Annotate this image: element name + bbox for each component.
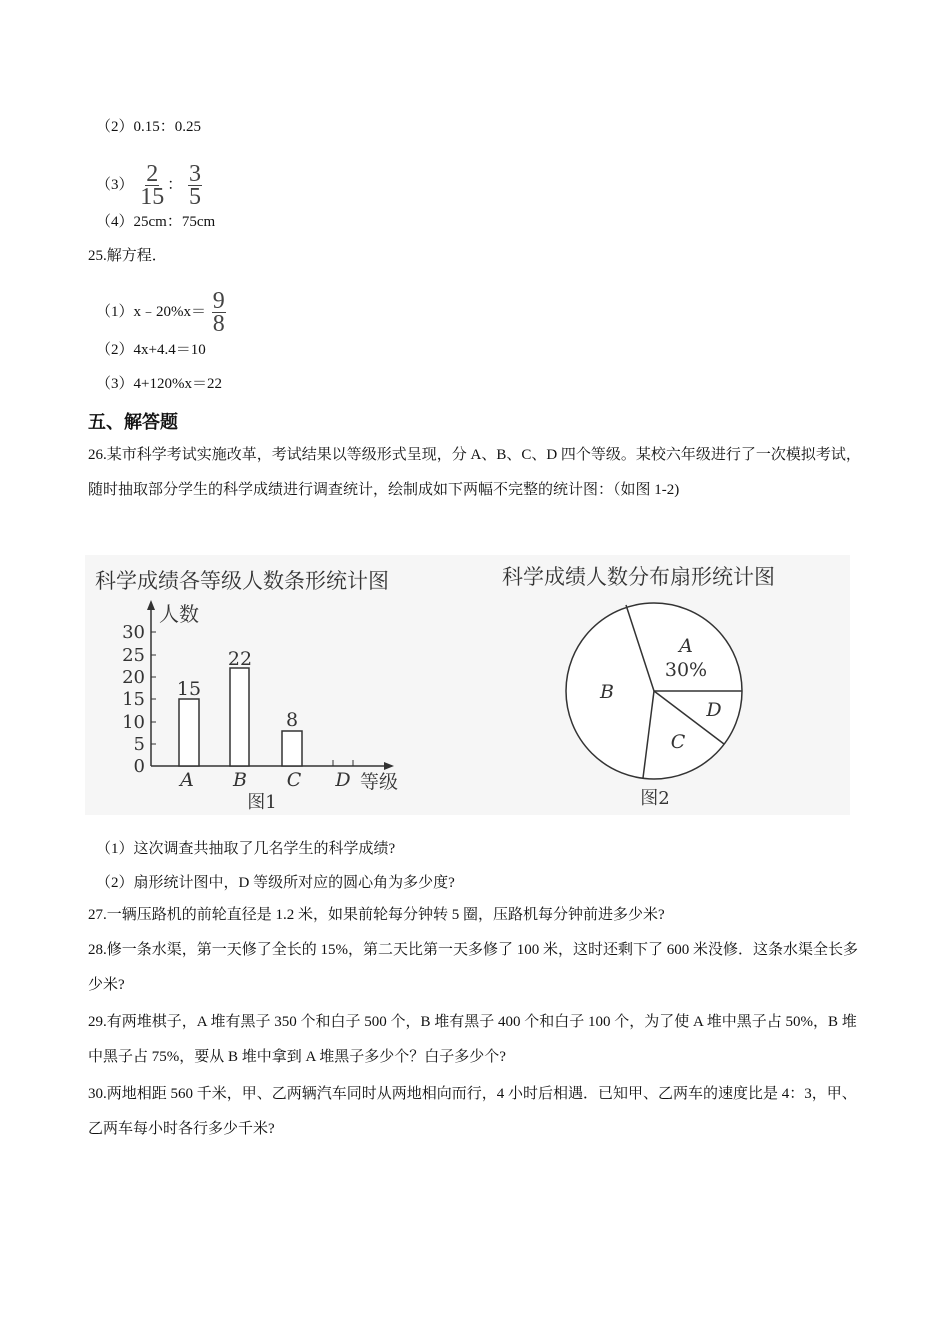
pie-label-b: B bbox=[600, 681, 614, 703]
svg-text:30: 30 bbox=[122, 622, 145, 643]
svg-text:15: 15 bbox=[122, 689, 145, 710]
x-axis-label: 等级 bbox=[360, 771, 399, 793]
x-tick-b: B bbox=[233, 769, 247, 791]
q25-title: 25.解方程． bbox=[88, 248, 167, 264]
x-tick-a: A bbox=[180, 769, 194, 791]
svg-text:0: 0 bbox=[133, 756, 145, 777]
equation: x﹣20%x＝ bbox=[133, 303, 207, 320]
pie-label-a: A bbox=[679, 635, 693, 657]
bar-chart-title: 科学成绩各等级人数条形统计图 bbox=[95, 569, 389, 593]
equation: 4+120%x＝22 bbox=[133, 376, 222, 392]
svg-text:25: 25 bbox=[122, 645, 145, 666]
y-axis-label: 人数 bbox=[159, 602, 199, 626]
x-axis-arrow-icon bbox=[384, 762, 394, 770]
fraction-3-5: $\frac{3}{5}$ bbox=[189, 161, 202, 210]
part-label: （1） bbox=[96, 303, 134, 320]
x-tick-d: D bbox=[335, 769, 351, 791]
q28-text: 28.修一条水渠，第一天修了全长的 15%，第二天比第一天多修了 100 米，这时还剩下了 600 米没修．这条水渠全长多少米? bbox=[88, 942, 858, 993]
bar-c bbox=[282, 731, 302, 766]
q30-text: 30.两地相距 560 千米，甲、乙两辆汽车同时从两地相向而行，4 小时后相遇．已知甲、乙两车的速度比是 4：3，甲、乙两车每小时各行多少千米? bbox=[88, 1086, 857, 1137]
bar-a bbox=[179, 699, 199, 766]
y-axis-arrow-icon bbox=[147, 600, 155, 610]
equation: 4x+4.4＝10 bbox=[133, 342, 206, 358]
fraction-9-8: $\frac{9}{8}$ bbox=[212, 288, 225, 337]
bar-chart-caption: 图1 bbox=[247, 792, 277, 813]
q27-text: 27.一辆压路机的前轮直径是 1.2 米，如果前轮每分钟转 5 圈，压路机每分钟前进多少米? bbox=[88, 907, 665, 923]
pie-a-percent: 30% bbox=[664, 659, 708, 681]
ratio-separator: ： bbox=[167, 176, 183, 193]
pie-chart-title: 科学成绩人数分布扇形统计图 bbox=[502, 565, 775, 589]
part-label: （2） bbox=[96, 342, 134, 358]
pie-label-c: C bbox=[670, 731, 686, 753]
pie-label-d: D bbox=[706, 699, 722, 721]
bar-a-value: 15 bbox=[176, 678, 202, 700]
q26-sub-1: （1）这次调查共抽取了几名学生的科学成绩? bbox=[96, 841, 396, 857]
bar-c-value: 8 bbox=[285, 709, 299, 731]
x-tick-c: C bbox=[286, 769, 302, 791]
part-label: （4） bbox=[96, 214, 134, 230]
part-label: （2） bbox=[96, 119, 134, 135]
bar-b bbox=[230, 668, 249, 766]
ratio-expression: 0.15：0.25 bbox=[133, 119, 202, 135]
svg-text:5: 5 bbox=[133, 734, 145, 755]
part-label: （3） bbox=[96, 376, 134, 392]
q26-sub-2: （2）扇形统计图中，D 等级所对应的圆心角为多少度? bbox=[96, 875, 455, 891]
ratio-expression: 25cm：75cm bbox=[133, 214, 216, 230]
svg-text:20: 20 bbox=[122, 667, 145, 688]
section-heading: 五、解答题 bbox=[88, 412, 178, 433]
bar-b-value: 22 bbox=[227, 648, 253, 670]
svg-text:10: 10 bbox=[122, 712, 145, 733]
fraction-2-15: $\frac{2}{15}$ bbox=[140, 161, 165, 210]
bar-chart bbox=[95, 569, 398, 813]
q26-text: 26.某市科学考试实施改革，考试结果以等级形式呈现，分 A、B、C、D 四个等级。某校六年级进行了一次模拟考试，随时抽取部分学生的科学成绩进行调查统计，绘制成如下两幅不完整的统计图：（如图 1-2) bbox=[88, 447, 861, 498]
pie-chart-caption: 图2 bbox=[640, 788, 670, 809]
q29-text: 29.有两堆棋子，A 堆有黑子 350 个和白子 500 个，B 堆有黑子 400 个和白子 100 个，为了使 A 堆中黑子占 50%，B 堆中黑子占 75%，要从 B 堆中拿到 A 堆黑子多少个？白子多少个? bbox=[88, 1014, 857, 1065]
pie-chart bbox=[502, 565, 775, 809]
part-label: （3） bbox=[96, 176, 134, 193]
